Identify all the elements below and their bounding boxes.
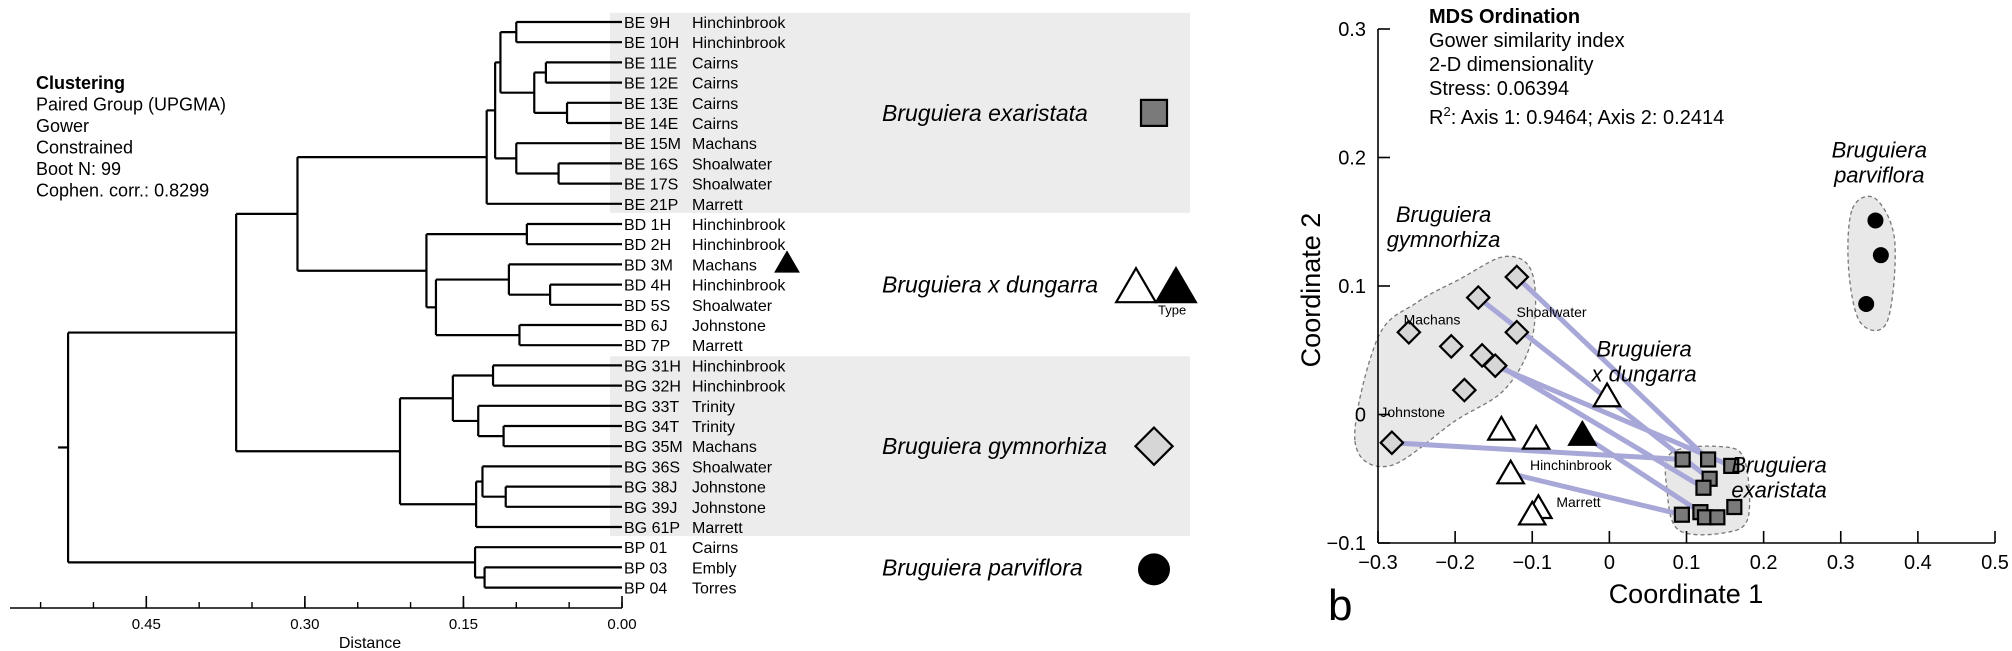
species-label: Bruguiera gymnorhiza (882, 433, 1108, 460)
leaf-site: Embly (692, 560, 737, 578)
leaf-code: BE 14E (624, 116, 679, 133)
leaf-site: Hinchinbrook (692, 237, 786, 255)
mds-info-line: Stress: 0.06394 (1429, 78, 1570, 100)
species-label: Bruguiera exaristata (882, 99, 1088, 126)
triangle-point (1497, 461, 1523, 484)
square-marker-icon (1141, 100, 1167, 126)
leaf-site: Torres (692, 580, 737, 598)
x-axis-title: Coordinate 1 (1608, 579, 1764, 609)
method-heading: Clustering (36, 73, 126, 93)
y-tick-label: 0.2 (1338, 147, 1366, 170)
leaf-code: BD 3M (624, 257, 673, 275)
x-tick-label: 0 (1603, 552, 1615, 574)
leaf-site: Machans (692, 439, 757, 457)
mds-info-text (1429, 6, 1724, 129)
x-axis-title: Distance (338, 635, 402, 651)
leaf-code: BE 9H (624, 15, 671, 32)
site-annotation: Johnstone (1380, 404, 1446, 421)
leaf-site: Shoalwater (692, 156, 773, 174)
leaf-site: Hinchinbrook (692, 358, 786, 376)
type-note: Type (1158, 302, 1187, 318)
leaf-site: Johnstone (692, 318, 766, 335)
y-tick-label: 0.3 (1338, 19, 1366, 41)
square-point (1675, 508, 1689, 522)
method-line: Gower (36, 116, 90, 136)
site-annotation: Machans (1403, 311, 1461, 328)
leaf-code: BD 6J (624, 318, 668, 335)
leaf-site: Machans (692, 257, 757, 275)
x-tick-label: −0.3 (1358, 552, 1398, 574)
leaf-code: BG 35M (624, 439, 683, 457)
leaf-site: Johnstone (692, 499, 766, 517)
triangle-point (1523, 426, 1549, 449)
leaf-code: BG 36S (624, 459, 681, 477)
leaf-code: BP 04 (624, 580, 668, 598)
x-tick-label: −0.1 (1512, 552, 1552, 574)
dendrogram-panel (10, 13, 1196, 651)
species-annotation: exaristata (1731, 477, 1827, 503)
y-tick-label: 0.1 (1338, 276, 1366, 298)
leaf-site: Hinchinbrook (692, 35, 786, 53)
square-point (1701, 452, 1715, 466)
leaf-code: BP 03 (624, 560, 668, 578)
r2-superscript: 2 (1443, 104, 1451, 119)
leaf-code: BP 01 (624, 540, 668, 558)
leaf-code: BG 61P (624, 520, 681, 537)
leaf-code: BD 1H (624, 217, 672, 234)
leaf-code: BE 16S (624, 156, 679, 174)
mds-info-line: 2-D dimensionality (1429, 54, 1594, 76)
species-annotation: Bruguiera (1596, 336, 1692, 362)
species-annotation: Bruguiera (1395, 201, 1492, 227)
species-annotation: x dungarra (1591, 361, 1697, 387)
leaf-code: BG 31H (624, 358, 681, 376)
leaf-code: BE 13E (624, 95, 679, 113)
leaf-code: BE 15M (624, 136, 681, 154)
circle-marker-icon (1138, 553, 1170, 585)
y-tick-label: 0 (1354, 404, 1366, 427)
method-line: Constrained (36, 137, 134, 158)
x-tick-label: 0.4 (1903, 552, 1932, 574)
leaf-site: Cairns (692, 540, 739, 558)
leaf-site: Hinchinbrook (692, 277, 786, 295)
leaf-site: Shoalwater (692, 297, 773, 315)
species-label: Bruguiera x dungarra (882, 271, 1099, 298)
triangle-point (1488, 417, 1514, 440)
site-annotation: Hinchinbrook (1529, 456, 1612, 473)
x-tick-label: 0.1 (1672, 552, 1701, 574)
leaf-code: BE 21P (624, 196, 679, 214)
leaf-code: BD 5S (624, 297, 671, 315)
species-annotation: Bruguiera (1731, 452, 1827, 478)
species-label: Bruguiera parviflora (882, 554, 1083, 581)
leaf-site: Trinity (692, 398, 735, 416)
triangle-filled-point (1569, 422, 1595, 445)
x-tick-label: 0.5 (1981, 552, 2009, 574)
leaf-site: Marrett (692, 196, 743, 214)
leaf-site: Trinity (692, 419, 735, 436)
leaf-site: Cairns (692, 95, 739, 113)
square-point (1710, 510, 1724, 524)
x-tick-label: 0.2 (1749, 552, 1778, 574)
circle-point (1873, 247, 1889, 263)
leaf-code: BE 12E (624, 75, 679, 93)
leaf-code: BG 34T (624, 419, 680, 436)
circle-point (1858, 296, 1874, 312)
triangle-point (1594, 384, 1620, 407)
leaf-site: Shoalwater (692, 459, 773, 477)
type-triangle-icon (776, 253, 798, 272)
species-annotation: gymnorhiza (1386, 226, 1501, 252)
leaf-site: Hinchinbrook (692, 217, 786, 234)
leaf-code: BG 32H (624, 378, 681, 396)
site-annotation: Marrett (1556, 494, 1601, 511)
panel-label: b (1328, 581, 1353, 630)
method-line: Cophen. corr.: 0.8299 (36, 180, 210, 201)
leaf-site: Hinchinbrook (692, 378, 786, 396)
r2-prefix: R (1429, 107, 1444, 129)
leaf-site: Cairns (692, 116, 739, 133)
x-tick-label: 0.30 (290, 616, 320, 633)
mds-title: MDS Ordination (1429, 6, 1581, 28)
leaf-code: BE 17S (624, 176, 679, 194)
leaf-site: Marrett (692, 520, 743, 537)
r2-values: : Axis 1: 0.9464; Axis 2: 0.2414 (1450, 107, 1725, 129)
x-tick-label: −0.2 (1435, 552, 1475, 574)
site-annotation: Shoalwater (1516, 303, 1587, 320)
leaf-site: Cairns (692, 55, 739, 73)
leaf-site: Marrett (692, 338, 743, 356)
x-tick-label: 0.45 (131, 616, 161, 633)
leaf-code: BD 4H (624, 277, 672, 295)
leaf-code: BE 10H (624, 35, 680, 53)
filled-triangle-marker-icon (1156, 268, 1196, 302)
mds-panel (1296, 6, 2009, 630)
circle-point (1867, 212, 1883, 228)
x-tick-label: 0.00 (607, 616, 637, 633)
x-tick-label: 0.15 (448, 616, 479, 633)
open-triangle-marker-icon (1116, 268, 1156, 302)
mds-info-line: Gower similarity index (1429, 30, 1625, 52)
leaf-code: BG 33T (624, 398, 680, 416)
y-tick-label: −0.1 (1326, 533, 1366, 555)
leaf-code: BE 11E (624, 55, 678, 73)
y-axis-title: Coordinate 2 (1296, 212, 1326, 368)
distance-axis (10, 596, 637, 651)
leaf-code: BD 7P (624, 338, 671, 356)
method-line: Boot N: 99 (36, 159, 122, 179)
r2-line (1429, 104, 1724, 129)
square-point (1676, 452, 1690, 466)
species-annotation: Bruguiera (1831, 137, 1928, 163)
clustering-method-text (36, 73, 226, 201)
leaf-site: Johnstone (692, 479, 766, 497)
leaf-site: Hinchinbrook (692, 15, 786, 32)
species-annotation: parviflora (1834, 162, 1925, 188)
method-line: Paired Group (UPGMA) (36, 94, 227, 115)
leaf-site: Cairns (692, 75, 739, 93)
leaf-site: Machans (692, 136, 757, 154)
leaf-site: Shoalwater (692, 176, 773, 194)
leaf-code: BG 39J (624, 499, 678, 517)
square-point (1696, 481, 1710, 495)
x-tick-label: 0.3 (1826, 552, 1855, 574)
leaf-code: BD 2H (624, 237, 672, 255)
leaf-code: BG 38J (624, 479, 678, 497)
